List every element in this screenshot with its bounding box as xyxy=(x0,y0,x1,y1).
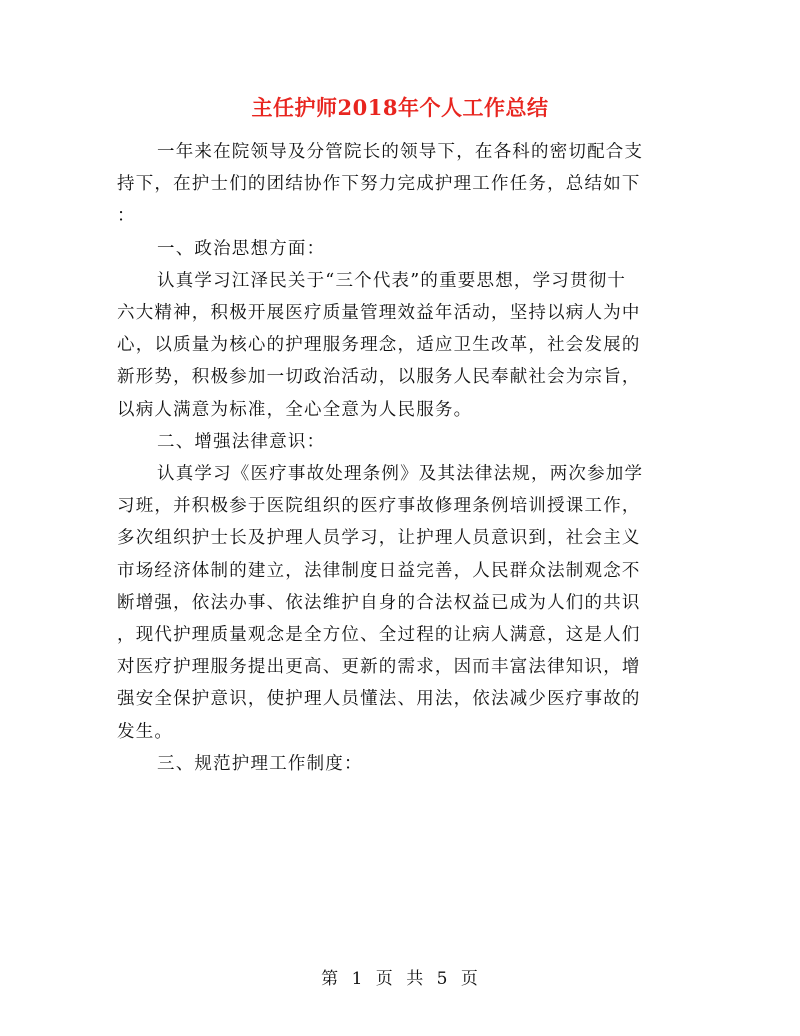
body-line: 新形势，积极参加一切政治活动，以服务人民奉献社会为宗旨， xyxy=(117,367,641,388)
body-line: 心，以质量为核心的护理服务理念，适应卫生改革，社会发展的 xyxy=(117,335,641,356)
body-line: 强安全保护意识，使护理人员懂法、用法，依法减少医疗事故的 xyxy=(117,689,641,710)
body-line: 市场经济体制的建立，法律制度日益完善，人民群众法制观念不 xyxy=(117,560,641,581)
section-heading-politics: 一、政治思想方面： xyxy=(157,238,326,259)
body-line: 持下，在护士们的团结协作下努力完成护理工作任务，总结如下 xyxy=(117,174,641,195)
body-line: 以病人满意为标准，全心全意为人民服务。 xyxy=(117,399,473,420)
footer-page-prefix: 第 xyxy=(321,969,340,989)
footer-page-mid: 页 xyxy=(375,969,394,989)
body-line: 对医疗护理服务提出更高、更新的需求，因而丰富法律知识，增 xyxy=(117,657,641,678)
body-line: 一年来在院领导及分管院长的领导下，在各科的密切配合支 xyxy=(157,142,644,162)
section-heading-rules: 三、规范护理工作制度： xyxy=(157,753,363,774)
body-line: 认真学习江泽民关于“三个代表”的重要思想，学习贯彻十 xyxy=(157,270,627,291)
body-line: 发生。 xyxy=(117,721,174,742)
footer-page-suffix: 页 xyxy=(460,969,479,989)
body-line: 多次组织护士长及护理人员学习，让护理人员意识到，社会主义 xyxy=(117,528,641,549)
section-heading-law: 二、增强法律意识： xyxy=(157,431,326,452)
body-line: 断增强，依法办事、依法维护自身的合法权益已成为人们的共识 xyxy=(117,592,641,613)
document-title: 主任护师2018年个人工作总结 xyxy=(251,95,549,120)
body-line: ，现代护理质量观念是全方位、全过程的让病人满意，这是人们 xyxy=(117,625,641,646)
body-line: 习班，并积极参于医院组织的医疗事故修理条例培训授课工作， xyxy=(117,496,641,517)
footer-total-prefix: 共 xyxy=(406,969,425,989)
body-line: ： xyxy=(117,206,136,227)
document-body xyxy=(117,136,687,780)
footer-current-page: 1 xyxy=(351,969,364,989)
body-line: 认真学习《医疗事故处理条例》及其法律法规，两次参加学 xyxy=(157,464,644,485)
footer-total-pages: 5 xyxy=(436,969,449,989)
body-line: 六大精神，积极开展医疗质量管理效益年活动，坚持以病人为中 xyxy=(117,303,641,324)
page-number-footer xyxy=(0,964,800,989)
